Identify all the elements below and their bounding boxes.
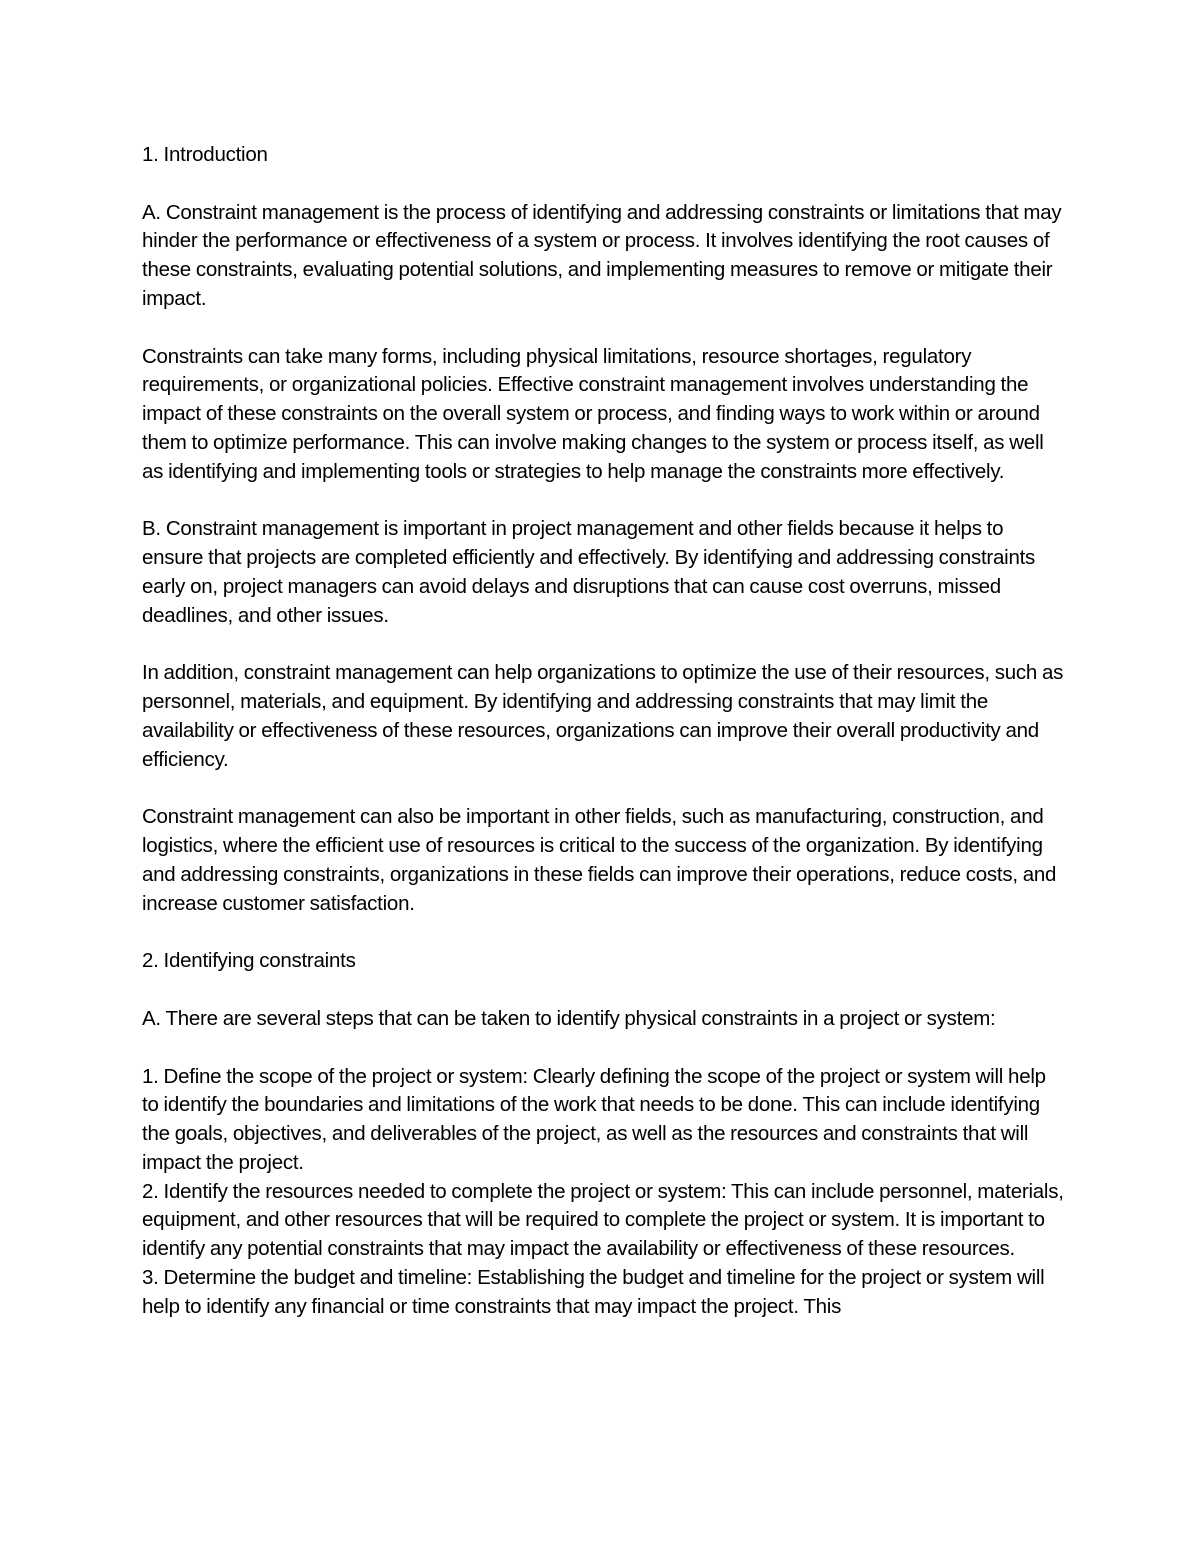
paragraph-spacer — [142, 976, 1067, 1005]
section-heading-introduction: 1. Introduction — [142, 143, 268, 166]
section-heading-identifying-constraints: 2. Identifying constraints — [142, 949, 356, 973]
step-identify-resources: 2. Identify the resources needed to complete the project or system: This can include personnel, materials, equipment, and other resources that will be required to complete the project or system. It is important to identify any potential constraints that may impact the availability or effectiveness of these resources. — [142, 1179, 1064, 1261]
paragraph-spacer — [142, 170, 1067, 199]
paragraph-steps-intro: A. There are several steps that can be taken to identify physical constraints in a project or system: — [142, 1006, 996, 1030]
document-body — [142, 141, 1067, 1322]
paragraph-definition: A. Constraint management is the process of identifying and addressing constraints or limitations that may hinder the performance or effectiveness of a system or process. It involves identifying the root causes of these constraints, evaluating potential solutions, and implementing measures to remove or mitigate their impact. — [142, 200, 1062, 310]
paragraph-spacer — [142, 314, 1067, 343]
paragraph-resources: In addition, constraint management can help organizations to optimize the use of their resources, such as personnel, materials, and equipment. By identifying and addressing constraints that may limit the availability or effectiveness of these resources, organizations can improve their overall productivity and efficiency. — [142, 661, 1064, 771]
paragraph-spacer — [142, 775, 1067, 804]
paragraph-spacer — [142, 919, 1067, 948]
paragraph-importance: B. Constraint management is important in project management and other fields because it helps to ensure that projects are completed efficiently and effectively. By identifying and addressing constraints early on, project managers can avoid delays and disruptions that can cause cost overruns, missed deadlines, and other issues. — [142, 517, 1036, 627]
paragraph-spacer — [142, 487, 1067, 516]
step-budget-timeline: 3. Determine the budget and timeline: Establishing the budget and timeline for the project or system will help to identify any financial or time constraints that may impact the project. This — [142, 1266, 1045, 1318]
paragraph-spacer — [142, 631, 1067, 660]
paragraph-constraint-forms: Constraints can take many forms, including physical limitations, resource shortages, regulatory requirements, or organizational policies. Effective constraint management involves understanding the impact of these constraints on the overall system or process, and finding ways to work within or around them to optimize performance. This can involve making changes to the system or process itself, as well as identifying and implementing tools or strategies to help manage the constraints more effectively. — [142, 344, 1044, 483]
step-define-scope: 1. Define the scope of the project or system: Clearly defining the scope of the project or system will help to identify the boundaries and limitations of the work that needs to be done. This can include identifying the goals, objectives, and deliverables of the project, as well as the resources and constraints that will impact the project. — [142, 1064, 1046, 1174]
paragraph-other-fields: Constraint management can also be important in other fields, such as manufacturing, construction, and logistics, where the efficient use of resources is critical to the success of the organization. By identifying and addressing constraints, organizations in these fields can improve their operations, reduce costs, and increase customer satisfaction. — [142, 805, 1057, 915]
paragraph-spacer — [142, 1034, 1067, 1063]
